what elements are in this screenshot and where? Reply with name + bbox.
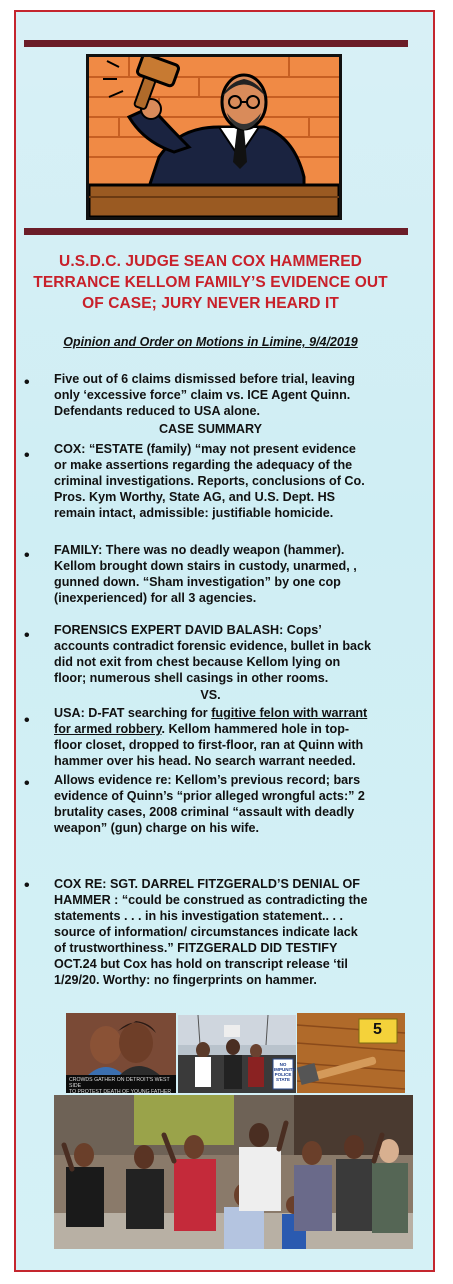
photo-caption: TO PROTEST DEATH OF YOUNG FATHER	[69, 1089, 172, 1093]
item-3	[54, 542, 399, 606]
headline-line-1: U.S.D.C. JUDGE SEAN COX HAMMERED	[59, 253, 362, 270]
bullet-icon: •	[24, 712, 30, 729]
protest-sign: NO IMPUNITY POLICE STATE	[274, 1062, 296, 1082]
item-2	[54, 441, 399, 521]
text-line: Five out of 6 claims dismissed before trial, leaving	[54, 372, 355, 386]
bullet-icon: •	[24, 547, 30, 564]
text-line: only ‘excessive force” claim vs. ICE Agent Quinn.	[54, 388, 351, 402]
text-line: statements . . . in his investigation statement.. . .	[54, 909, 344, 923]
bullet-icon: •	[24, 627, 30, 644]
text-line: FAMILY: There was no deadly weapon (hammer).	[54, 543, 345, 557]
underlined-phrase: fugitive felon with warrant	[211, 706, 368, 720]
item-6	[54, 772, 399, 836]
text-line: source of information/ circumstances indicate lack	[54, 925, 358, 939]
bullet-icon: •	[24, 374, 30, 391]
item-5	[54, 705, 399, 769]
bullet-icon: •	[24, 877, 30, 894]
vs-separator: VS.	[200, 688, 221, 702]
underlined-phrase: for armed robbery	[54, 722, 162, 736]
text-segment: . Kellom hammered hole in top-	[161, 722, 350, 736]
text-line: of trustworthiness.” FITZGERALD DID TESTIFY	[54, 941, 338, 955]
text-line: FORENSICS EXPERT DAVID BALASH: Cops’	[54, 623, 322, 637]
text-line	[54, 705, 399, 721]
text-line: COX RE: SGT. DARREL FITZGERALD’S DENIAL OF	[54, 877, 360, 891]
text-line: Defendants reduced to USA alone.	[54, 404, 260, 418]
subtitle: Opinion and Order on Motions in Limine, 9/4/2019	[63, 335, 358, 349]
text-line: floor; numerous shell casings in other rooms.	[54, 671, 329, 685]
text-line: hammer over his head. No search warrant needed.	[54, 754, 356, 768]
text-line: Allows evidence re: Kellom’s previous record; bars	[54, 773, 361, 787]
family-group-photo	[54, 1095, 413, 1249]
item-7	[54, 876, 399, 988]
text-line: HAMMER : “could be construed as contradicting the	[54, 893, 368, 907]
text-line: brutality cases, 2008 criminal “assault with deadly	[54, 805, 355, 819]
text-line: 1/29/20. Worthy: no fingerprints on hammer.	[54, 973, 317, 987]
bullet-icon: •	[24, 447, 30, 464]
protest-photo	[178, 1015, 296, 1093]
bottom-divider-bar	[24, 228, 408, 235]
top-divider-bar	[24, 40, 408, 47]
text-line: Kellom brought down stairs in custody, unarmed, ,	[54, 559, 357, 573]
text-line: OCT.24 but Cox has hold on transcript release ‘til	[54, 957, 348, 971]
text-line: accounts contradict forensic evidence, bullet in back	[54, 639, 372, 653]
text-line: remain intact, admissible: justifiable homicide.	[54, 506, 334, 520]
evidence-photo	[297, 1013, 405, 1093]
family-photo	[66, 1013, 176, 1093]
text-line: weapon” (gun) charge on his wife.	[54, 821, 260, 835]
text-line: floor closet, dropped to first-floor, ran at Quinn with	[54, 738, 364, 752]
text-segment: USA: D-FAT searching for	[54, 706, 212, 720]
headline-line-2: TERRANCE KELLOM FAMILY’S EVIDENCE OUT	[33, 274, 388, 291]
bullet-icon: •	[24, 775, 30, 792]
evidence-marker: 5	[373, 1021, 382, 1038]
text-line: did not exit from chest because Kellom lying on	[54, 655, 341, 669]
text-line: COX: “ESTATE (family) “may not present evidence	[54, 442, 356, 456]
text-line: Pros. Kym Worthy, State AG, and U.S. Dept. HS	[54, 490, 336, 504]
text-line: gunned down. “Sham investigation” by one cop	[54, 575, 341, 589]
item-1	[54, 371, 399, 419]
judge-illustration	[86, 54, 342, 220]
case-summary-heading: CASE SUMMARY	[158, 422, 263, 436]
text-line: or make assertions regarding the adequacy of the	[54, 458, 353, 472]
headline-line-3: OF CASE; JURY NEVER HEARD IT	[82, 295, 339, 312]
text-line: (inexperienced) for all 3 agencies.	[54, 591, 257, 605]
text-line	[54, 721, 399, 737]
photo-caption: CROWDS GATHER ON DETROIT'S WEST SIDE	[69, 1077, 170, 1089]
text-line: evidence of Quinn’s “prior alleged wrongful acts:” 2	[54, 789, 365, 803]
text-line: criminal investigations. Reports, conclusions of Co.	[54, 474, 365, 488]
item-4	[54, 622, 399, 686]
